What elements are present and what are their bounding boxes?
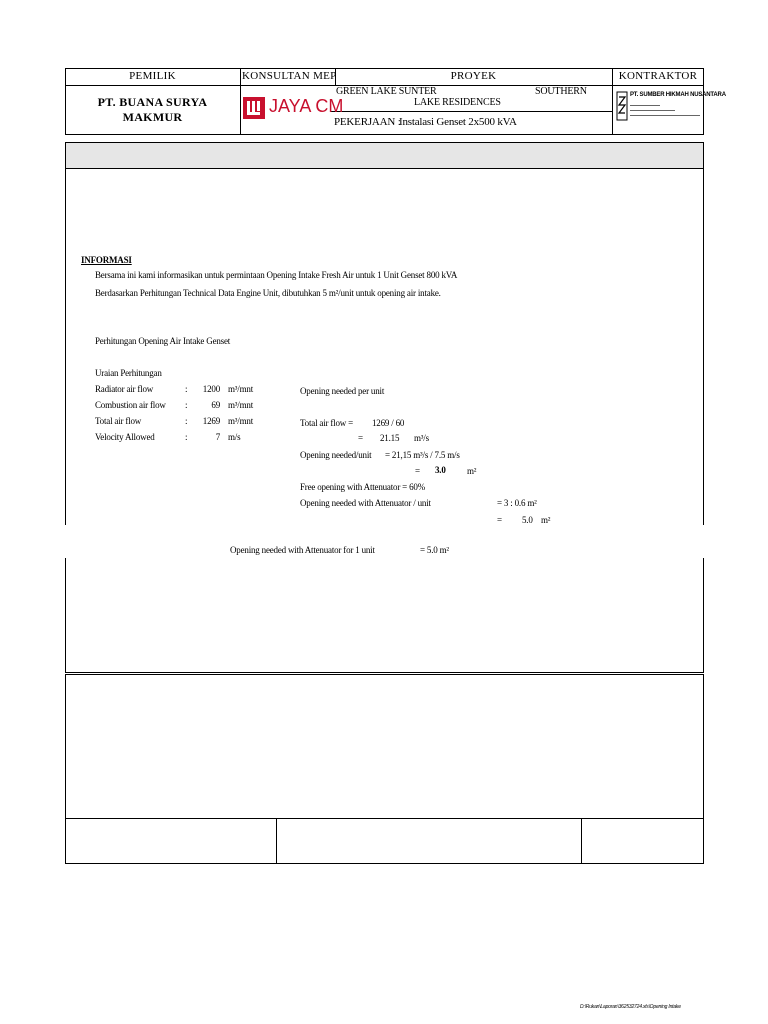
- row-combustion-value: 69: [211, 400, 220, 410]
- eq1-unit: m³/s: [414, 433, 429, 443]
- notes-box: [65, 674, 704, 864]
- kontraktor-label: KONTRAKTOR: [618, 70, 698, 82]
- main-right-border: [703, 168, 704, 525]
- proyek-divider: [330, 111, 612, 112]
- row-combustion-colon: :: [185, 400, 188, 410]
- row-total-colon: :: [185, 416, 188, 426]
- opening-per-unit: Opening needed per unit: [300, 386, 385, 396]
- contractor-logo-text: PT. SUMBER HIKMAH NUSANTARA: [630, 92, 726, 98]
- with-att-value: = 3 : 0.6 m²: [497, 498, 537, 508]
- total-air-flow-value: 1269 / 60: [372, 418, 405, 428]
- lower-left-border: [65, 558, 66, 673]
- row-velocity-value: 7: [215, 432, 220, 442]
- signature-col-1: [276, 818, 277, 864]
- contractor-logo: [615, 89, 726, 129]
- project-line1a: GREEN LAKE SUNTER: [336, 86, 437, 97]
- row-total-unit: m³/mnt: [228, 416, 254, 426]
- owner-name-line2: MAKMUR: [122, 110, 183, 124]
- opening-unit-label: Opening needed/unit: [300, 450, 372, 460]
- lower-bottom-border: [65, 672, 704, 673]
- footer-filepath: D:\Rukan\Laporan\362532724.xls\Opening Intake: [580, 1004, 681, 1010]
- eq3-unit: m²: [541, 515, 551, 525]
- consultant-logo: [243, 96, 344, 120]
- summary-label: Opening needed with Attenuator for 1 unit: [230, 545, 375, 555]
- project-line2: LAKE RESIDENCES: [414, 97, 501, 108]
- eq1-sign: =: [358, 433, 363, 443]
- project-line1b: SOUTHERN: [535, 86, 587, 97]
- contractor-logo-lines: [630, 105, 700, 116]
- free-opening: Free opening with Attenuator = 60%: [300, 482, 426, 492]
- row-velocity-unit: m/s: [228, 432, 241, 442]
- pemilik-label: PEMILIK: [129, 70, 176, 82]
- row-combustion-unit: m³/mnt: [228, 400, 254, 410]
- row-radiator-colon: :: [185, 384, 188, 394]
- row-velocity-label: Velocity Allowed: [95, 432, 155, 442]
- row-total-label: Total air flow: [95, 416, 142, 426]
- with-att-label: Opening needed with Attenuator / unit: [300, 498, 431, 508]
- calc-uraian: Uraian Perhitungan: [95, 368, 162, 378]
- row-radiator-unit: m³/mnt: [228, 384, 254, 394]
- eq2-unit: m²: [467, 466, 477, 476]
- proyek-label: PROYEK: [450, 70, 497, 82]
- eq3-value: 5.0: [522, 515, 533, 525]
- info-line1: Bersama ini kami informasikan untuk permintaan Opening Intake Fresh Air untuk 1 Unit Genset 800 kVA: [95, 270, 458, 280]
- info-line2: Berdasarkan Perhitungan Technical Data Engine Unit, dibutuhkan 5 m²/unit untuk opening air intake.: [95, 288, 441, 298]
- lower-right-border: [703, 558, 704, 673]
- consultant-logo-text: JAYA CM: [269, 96, 344, 116]
- row-combustion-label: Combustion air flow: [95, 400, 166, 410]
- row-radiator-label: Radiator air flow: [95, 384, 154, 394]
- signature-row-divider: [65, 818, 704, 819]
- jaya-logo-icon: [243, 97, 265, 119]
- eq2-value: 3.0: [435, 465, 446, 475]
- eq1-value: 21.15: [380, 433, 400, 443]
- opening-unit-value: = 21,15 m³/s / 7.5 m/s: [385, 450, 460, 460]
- eq3-sign: =: [497, 515, 502, 525]
- contractor-logo-icon: [616, 91, 628, 121]
- pekerjaan-value: Instalasi Genset 2x500 kVA: [399, 116, 517, 128]
- row-radiator-value: 1200: [202, 384, 220, 394]
- signature-col-2: [581, 818, 582, 864]
- main-left-border: [65, 168, 66, 525]
- eq2-sign: =: [415, 466, 420, 476]
- owner-name-line1: PT. BUANA SURYA: [97, 95, 208, 109]
- calc-title: Perhitungan Opening Air Intake Genset: [95, 336, 231, 346]
- info-heading: INFORMASI: [81, 255, 132, 265]
- title-bar: [65, 142, 704, 169]
- konsultan-label: KONSULTAN MEP: [242, 70, 337, 82]
- row-velocity-colon: :: [185, 432, 188, 442]
- row-total-value: 1269: [202, 416, 220, 426]
- summary-value: = 5.0 m²: [420, 545, 449, 555]
- total-air-flow-label: Total air flow =: [300, 418, 353, 428]
- pekerjaan-label: PEKERJAAN :: [334, 116, 401, 128]
